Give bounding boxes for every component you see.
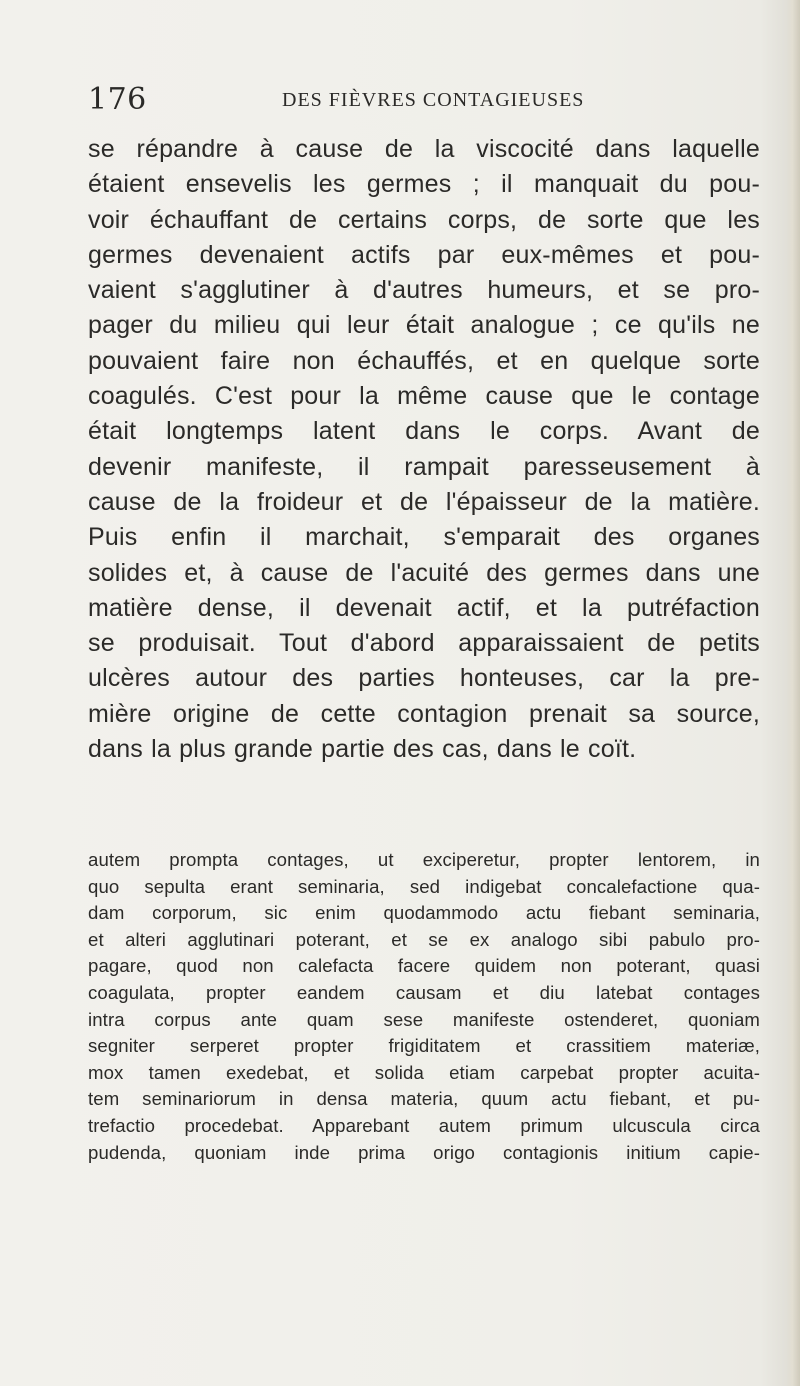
french-line: se répandre à cause de la viscocité dans laquelle [88,135,760,163]
latin-line: mox tamen exedebat, et solida etiam carpebat propter acuita- [88,1061,760,1083]
latin-line: et alteri agglutinari poterant, et se ex analogo sibi pabulo pro- [88,928,760,950]
french-line: était longtemps latent dans le corps. Avant de [88,417,760,446]
french-line: vaient s'agglutiner à d'autres humeurs, et se pro- [88,276,760,305]
french-line: matière dense, il devenait actif, et la putréfaction [88,593,760,622]
french-line: solides et, à cause de l'acuité des germes dans une [88,558,760,587]
french-line: étaient ensevelis les germes ; il manquait du pou- [88,170,760,199]
french-line: pager du milieu qui leur était analogue ; ce qu'ils ne [88,311,760,340]
latin-line: quo sepulta erant seminaria, sed indigebat concalefactione qua- [88,875,760,897]
french-line: devenir manifeste, il rampait paresseusement à [88,452,760,481]
french-line: ulcères autour des parties honteuses, car la pre- [88,664,760,693]
page-edge-shadow [786,0,800,1386]
french-line: dans la plus grande partie des cas, dans le coït. [88,735,637,764]
running-head [88,82,758,122]
latin-line: segniter serperet propter frigiditatem et crassitiem materiæ, [88,1035,760,1057]
french-line: germes devenaient actifs par eux-mêmes et pou- [88,240,760,269]
french-line: cause de la froideur et de l'épaisseur de la matière. [88,487,760,516]
latin-line: intra corpus ante quam sese manifeste ostenderet, quoniam [88,1008,760,1030]
french-paragraph [88,132,760,767]
french-line: voir échauffant de certains corps, de sorte que les [88,205,760,234]
french-line: coagulés. C'est pour la même cause que le contage [88,382,760,411]
running-title: DES FIÈVRES CONTAGIEUSES [282,89,585,111]
latin-line: autem prompta contages, ut exciperetur, propter lentorem, in [88,849,760,870]
french-line: se produisait. Tout d'abord apparaissaient de petits [88,629,760,658]
french-line: mière origine de cette contagion prenait sa source, [88,699,760,728]
french-line: Puis enfin il marchait, s'emparait des organes [88,523,760,552]
latin-line: pudenda, quoniam inde prima origo contagionis initium capie- [88,1141,760,1163]
page-number: 176 [88,82,147,117]
latin-line: pagare, quod non calefacta facere quidem non poterant, quasi [88,955,760,977]
latin-line: tem seminariorum in densa materia, quum actu fiebant, et pu- [88,1088,760,1110]
latin-line: dam corporum, sic enim quodammodo actu fiebant seminaria, [88,902,760,924]
french-line: pouvaient faire non échauffés, et en quelque sorte [88,346,760,375]
latin-paragraph [88,847,760,1166]
latin-line: trefactio procedebat. Apparebant autem primum ulcuscula circa [88,1114,760,1136]
latin-line: coagulata, propter eandem causam et diu latebat contages [88,981,760,1003]
